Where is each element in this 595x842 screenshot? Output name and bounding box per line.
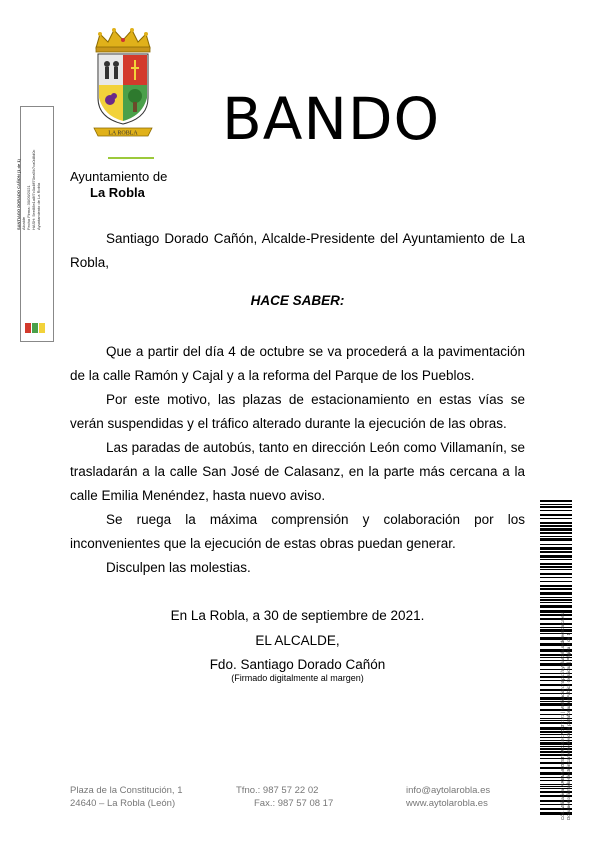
signature-strip-text	[16, 10, 41, 230]
verification-line2: Documento firmado electrónicamente desde la plataforma esPublico Gestiona | Página 1 de 1	[566, 632, 571, 820]
signer-title: EL ALCALDE,	[255, 633, 340, 648]
phone-line: Tfno.: 987 57 22 02	[236, 785, 319, 796]
document-title: BANDO	[222, 85, 441, 153]
accent-rule	[108, 157, 154, 159]
address-line1: Plaza de la Constitución, 1	[70, 785, 183, 796]
body-paragraph: Disculpen las molestias.	[106, 560, 251, 575]
date-line: En La Robla, a 30 de septiembre de 2021.	[170, 608, 425, 623]
signer-name: Fdo. Santiago Dorado Cañón	[209, 657, 386, 672]
verification-text	[560, 520, 572, 820]
email-link[interactable]: info@aytolarobla.es	[406, 785, 491, 796]
fax-line: Fax.: 987 57 08 17	[254, 798, 334, 809]
signature-date-line: Fecha Firma: 30/09/2021	[26, 185, 31, 230]
signed-note: (Firmado digitalmente al margen)	[231, 673, 364, 683]
body-paragraph: Las paradas de autobús, tanto en dirección León como Villamanín, se trasladarán a la calle San José de Calasanz, en la parte más cercana a la calle Emilia Menéndez, hasta nuevo aviso.	[70, 440, 525, 503]
website-link[interactable]: www.aytolarobla.es	[406, 798, 488, 809]
verification-line1: Cód. Validación: AREMN6ZESTEMDJ4EC7ZT3T1Y3 | Verificación: https://aytolarobla.sedelectronica.es/	[560, 611, 565, 820]
footer-phones	[236, 784, 333, 810]
org-name-line2: La Robla	[90, 185, 145, 200]
footer-contact	[406, 784, 490, 810]
crest-ribbon-label: LA ROBLA	[108, 130, 138, 137]
address-line2: 24640 – La Robla (León)	[70, 798, 176, 809]
town-crest-logo	[90, 28, 156, 138]
signature-org-line: Ayuntamiento de La Robla	[36, 182, 41, 230]
footer-address	[70, 784, 182, 810]
signature-hash-line: HASH: 5ee88e1a8f7c0a4ff70ea5b7ca0d8d0c	[31, 149, 36, 230]
body-paragraph: Se ruega la máxima comprensión y colaboración por los inconvenientes que la ejecución de estas obras puedan generar.	[70, 512, 525, 551]
intro-paragraph: Santiago Dorado Cañón, Alcalde-Presidente del Ayuntamiento de La Robla,	[70, 231, 525, 270]
org-name-line1: Ayuntamiento de	[70, 169, 168, 184]
mini-crest-icon	[24, 322, 46, 334]
hace-saber-heading: HACE SABER:	[250, 293, 345, 308]
signer-line: SANTIAGO DORADO CAÑON (1 de 1)	[16, 159, 21, 230]
body-paragraph: Que a partir del día 4 de octubre se va procederá a la pavimentación de la calle Ramón y Cajal y a la reforma del Parque de los Pueblos.	[70, 344, 525, 383]
body-paragraph: Por este motivo, las plazas de estacionamiento en estas vías se verán suspendidas y el tráfico alterado durante la ejecución de las obras.	[70, 392, 525, 431]
signer-role-line: Alcalde	[21, 216, 26, 230]
